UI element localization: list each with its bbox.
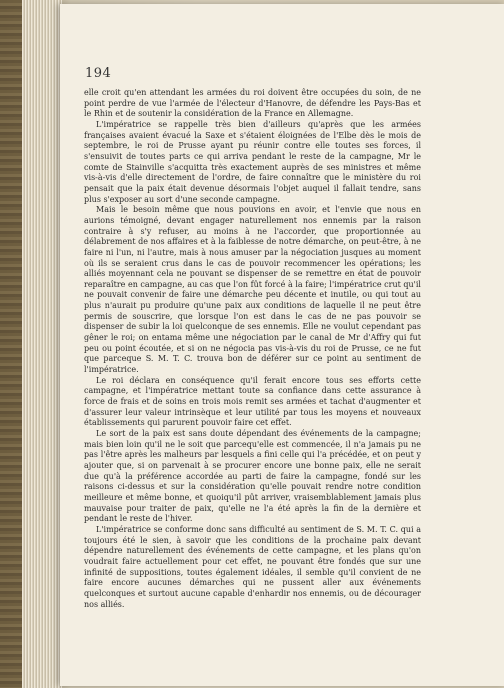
paragraph: L'impératrice se conforme donc sans difficulté au sentiment de S. M. T. C. qui a toujours été le sien, à savoir que les conditions de la prochaine paix devant dépendre naturellement des événements de cette campagne, et les plans qu'on voudrait faire actuellement pour cet effet, ne pouvant être fondés que sur une infinité de suppositions, toutes également idéales, il semble qu'il convient de ne faire encore aucunes démarches qui ne pussent aller aux événements quelconques et surtout aucune capable d'enhardir nos ennemis, ou de décourager nos alliés. (84, 524, 421, 609)
paragraph: Le sort de la paix est sans doute dépendant des événements de la campagne; mais bien loin qu'il ne le soit que parcequ'elle est commencée, il n'a jamais pu ne pas l'être après les malheurs par lesquels a fini celle qui l'a précédée, et on peut y ajouter que, si on parvenait à se procurer encore une bonne paix, elle ne serait due qu'à la préférence accordée au parti de faire la campagne, fondé sur les raisons ci-dessus et sur la considération qu'elle pouvait rendre notre condition meilleure et même bonne, et quoiqu'il pût arriver, vraisemblablement jamais plus mauvaise pour traiter de paix, qu'elle ne l'a été après la fin de la dernière et pendant le reste de l'hiver. (84, 429, 421, 524)
page-text (84, 88, 421, 610)
book-spine (0, 0, 22, 688)
paragraph: elle croit qu'en attendant les armées du roi doivent être occupées du soin, de ne point perdre de vue l'armée de l'électeur d'Hanovre, de défendre les Pays-Bas et le Rhin et de soutenir la considération de la France en Allemagne. (84, 88, 421, 119)
page-edges (22, 0, 62, 688)
paragraph: Mais le besoin même que nous pouvions en avoir, et l'envie que nous en aurions témoigné, devant engager naturellement nos ennemis par la raison contraire à s'y refuser, au moins à ne l'accorder, que proportionnée au délabrement de nos affaires et à la faiblesse de notre démarche, on peut-être, à ne faire ni l'un, ni l'autre, mais à nous amuser par la négociation jusques au moment où ils se seraient crus dans le cas de pouvoir recommencer les opérations; les alliés moyennant cela ne pouvant se dispenser de se remettre en état de pouvoir reparaître en campagne, au cas que l'on fût forcé à la faire; l'impératrice crut qu'il ne pouvait convenir de faire une démarche peu décente et inutile, ou qui tout au plus n'aurait pu produire qu'une paix aux conditions de laquelle il ne peut être permis de souscrire, que lorsque l'on est dans le cas de ne pas pouvoir se dispenser de subir la loi quelconque de ses ennemis. Elle ne voulut cependant pas gêner le roi; on entama même une négociation par le canal de Mr d'Affry qui fut peu ou point écoutée, et si on ne négocia pas vis-à-vis du roi de Prusse, ce ne fut que parceque S. M. T. C. trouva bon de déférer sur ce point au sentiment de l'impératrice. (84, 205, 421, 375)
paragraph: Le roi déclara en conséquence qu'il ferait encore tous ses efforts cette campagne, et l'impératrice mettant toute sa confiance dans cette assurance à force de frais et de soins en trois mois remit ses armées et tachat d'augmenter et d'assurer leur valeur intrinsèque et leur utilité par tous les moyens et nouveaux établissements qui parurent pouvoir faire cet effet. (84, 375, 421, 428)
paragraph: L'impératrice se rappelle très bien d'ailleurs qu'après que les armées françaises avaient évacué la Saxe et s'étaient éloignées de l'Elbe dès le mois de septembre, le roi de Prusse ayant pu réunir contre elle toutes ses forces, il s'ensuivit de toutes parts ce qui arriva pendant le reste de la campagne, Mr le comte de Stainville s'acquitta très exactement auprès de ses ministres et même vis-à-vis d'elle directement de l'ordre, de faire connaître que le ministère du roi pensait que la paix était devenue désormais l'objet auquel il fallait tendre, sans plus s'exposer au sort d'une seconde campagne. (84, 119, 421, 204)
page-number: 194 (85, 66, 112, 81)
